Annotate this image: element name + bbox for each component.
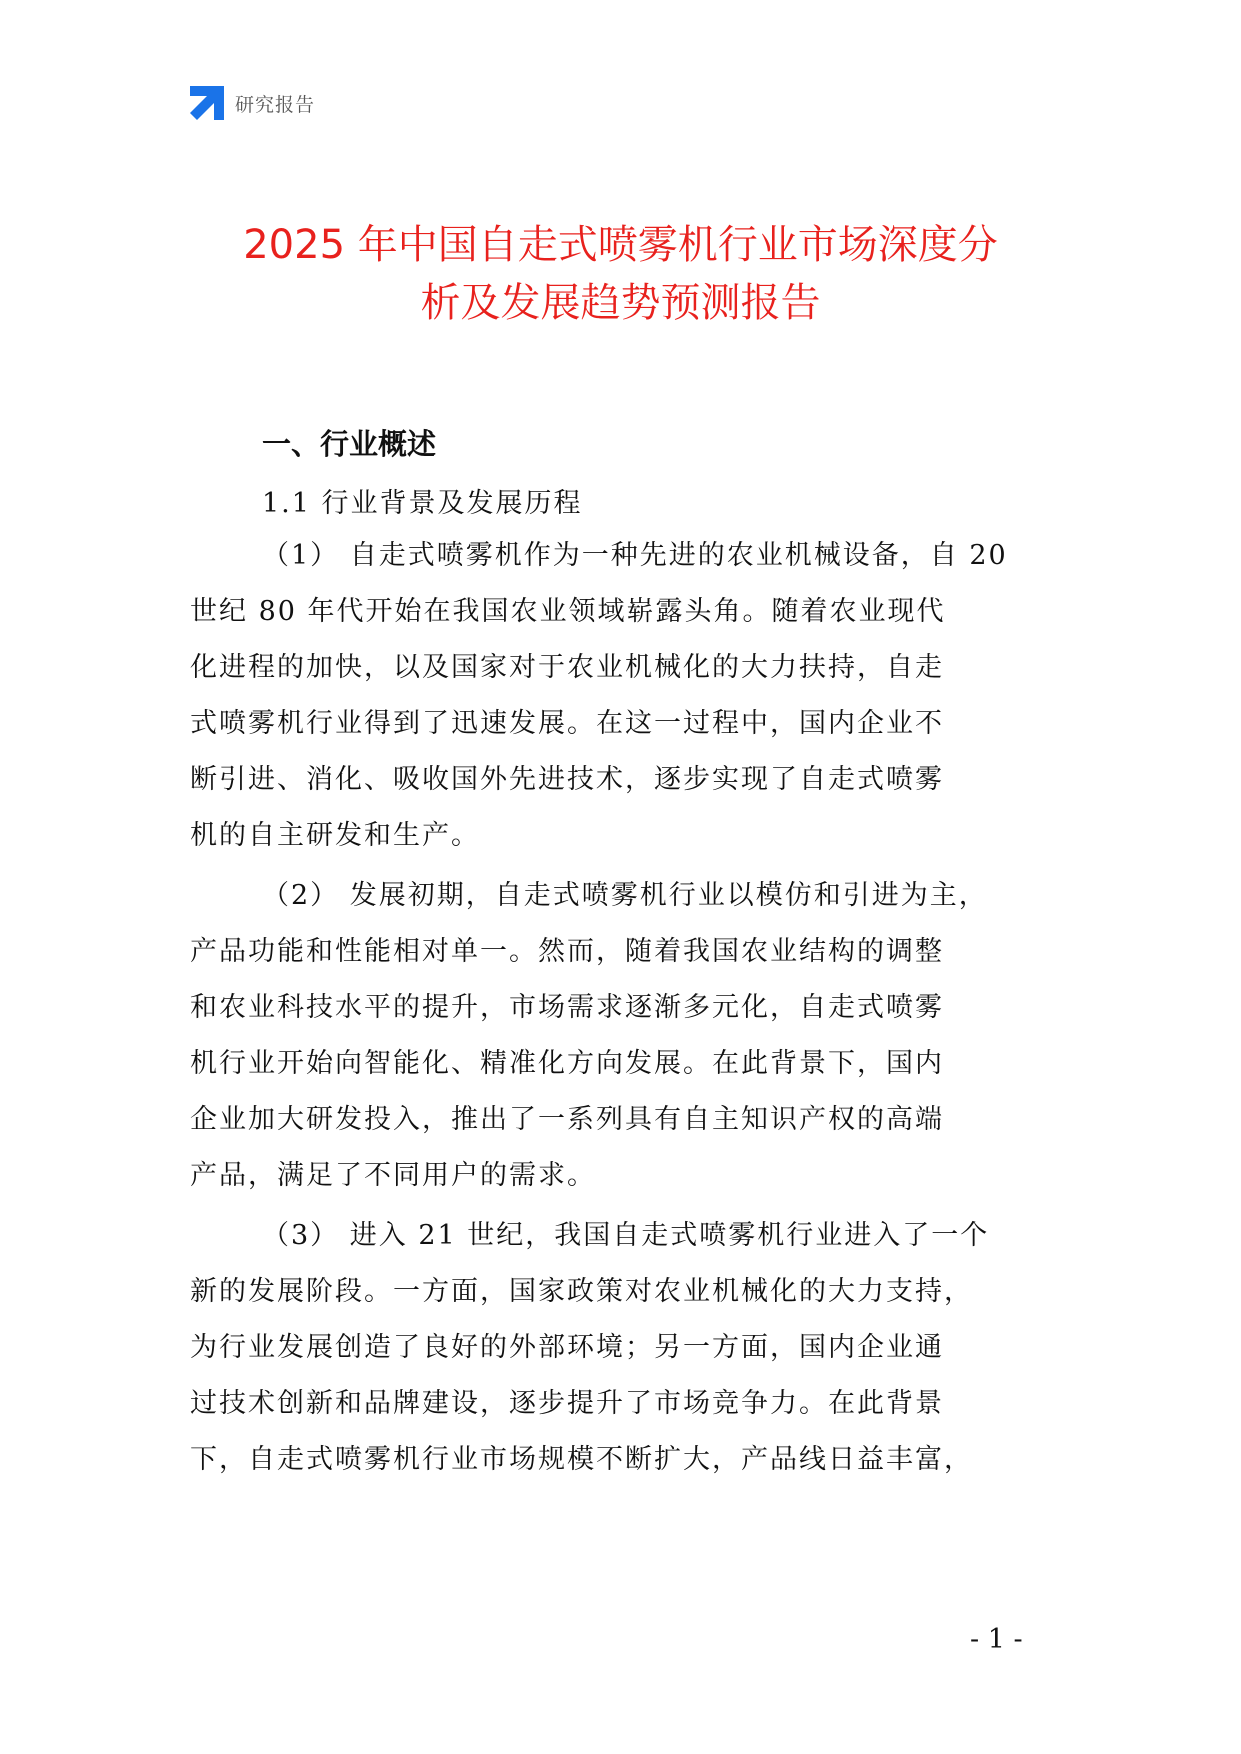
- title-line-1: 2025 年中国自走式喷雾机行业市场深度分: [243, 222, 998, 268]
- paragraph-2-line-4: 机行业开始向智能化、精准化方向发展。在此背景下，国内: [190, 1048, 944, 1079]
- paragraph-2-line-6: 产品，满足了不同用户的需求。: [190, 1160, 596, 1191]
- section-heading: 一、行业概述: [262, 427, 437, 461]
- paragraph-1-line-5: 断引进、消化、吸收国外先进技术，逐步实现了自走式喷雾: [190, 764, 944, 795]
- paragraph-2-line-2: 产品功能和性能相对单一。然而，随着我国农业结构的调整: [190, 936, 944, 967]
- arrow-logo-icon: [190, 86, 224, 120]
- page-header: [190, 86, 315, 120]
- page-number: - 1 -: [970, 1624, 1023, 1655]
- paragraph-1-line-4: 式喷雾机行业得到了迅速发展。在这一过程中，国内企业不: [190, 708, 944, 739]
- paragraph-3-line-4: 过技术创新和品牌建设，逐步提升了市场竞争力。在此背景: [190, 1388, 944, 1419]
- paragraph-1-line-1: （1） 自走式喷雾机作为一种先进的农业机械设备，自 20: [262, 540, 1008, 571]
- paragraph-1-line-3: 化进程的加快，以及国家对于农业机械化的大力扶持，自走: [190, 652, 944, 683]
- document-title: [0, 216, 1241, 332]
- paragraph-3-line-2: 新的发展阶段。一方面，国家政策对农业机械化的大力支持，: [190, 1276, 973, 1307]
- title-line-2: 析及发展趋势预测报告: [420, 280, 821, 326]
- paragraph-1-line-2: 世纪 80 年代开始在我国农业领域崭露头角。随着农业现代: [190, 596, 946, 627]
- paragraph-2-line-3: 和农业科技水平的提升，市场需求逐渐多元化，自走式喷雾: [190, 992, 944, 1023]
- subsection-heading: 1.1 行业背景及发展历程: [262, 488, 583, 519]
- header-label: 研究报告: [235, 93, 316, 116]
- paragraph-3-line-3: 为行业发展创造了良好的外部环境；另一方面，国内企业通: [190, 1332, 944, 1363]
- paragraph-1-line-6: 机的自主研发和生产。: [190, 820, 480, 851]
- paragraph-3-line-5: 下，自走式喷雾机行业市场规模不断扩大，产品线日益丰富，: [190, 1444, 973, 1475]
- paragraph-2-line-5: 企业加大研发投入，推出了一系列具有自主知识产权的高端: [190, 1104, 944, 1135]
- paragraph-2-line-1: （2） 发展初期，自走式喷雾机行业以模仿和引进为主，: [262, 880, 988, 911]
- paragraph-3-line-1: （3） 进入 21 世纪，我国自走式喷雾机行业进入了一个: [262, 1220, 990, 1251]
